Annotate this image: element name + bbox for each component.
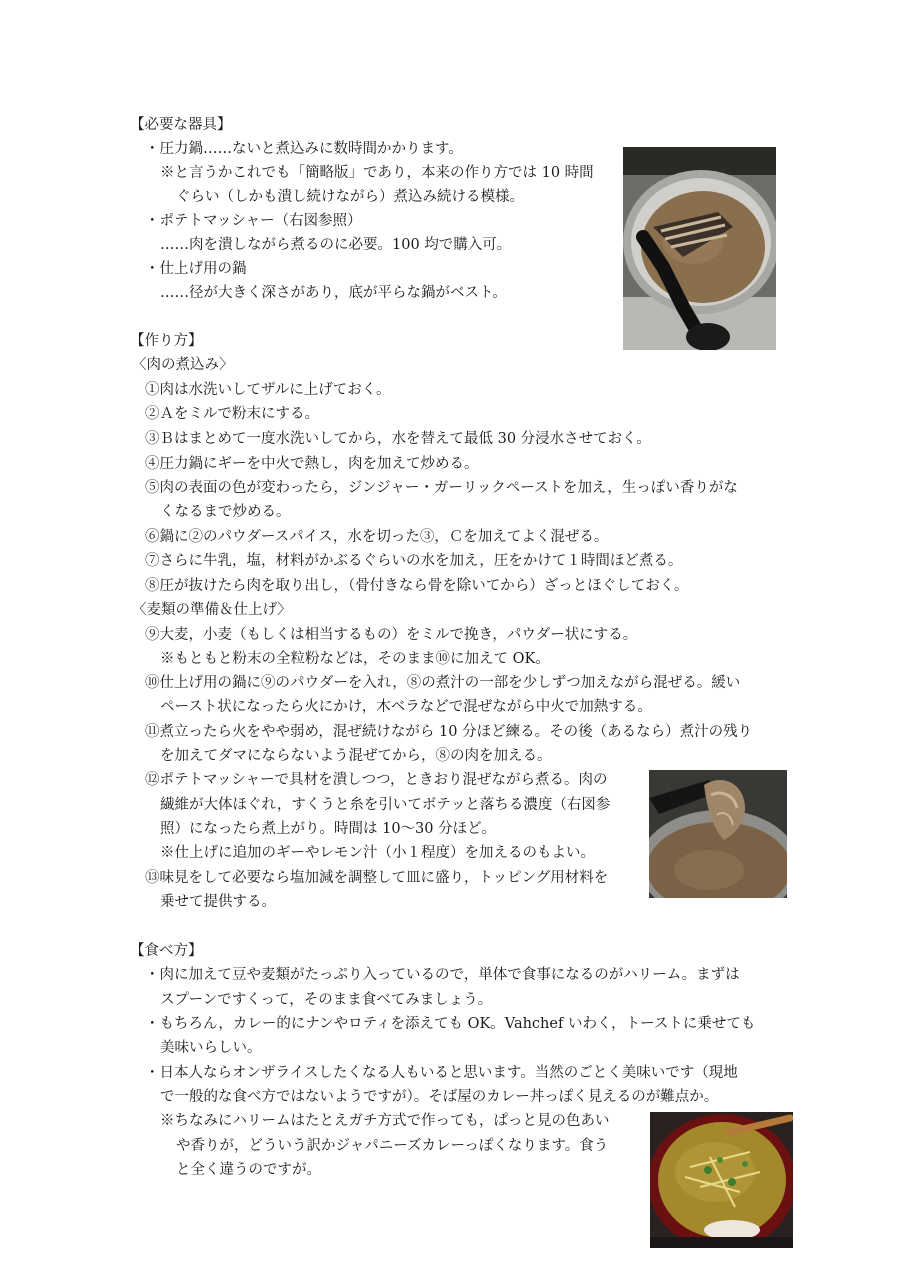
method-step: を加えてダマにならないよう混ぜてから，⑧の肉を加える。 <box>160 748 552 764</box>
method-step: ⑤肉の表面の色が変わったら，ジンジャー・ガーリックペーストを加え，生っぽい香りがな <box>145 480 738 496</box>
photo-pressure-cooker-masher <box>623 147 776 350</box>
equipment-line: ぐらい（しかも潰し続けながら）煮込み続ける模様。 <box>176 189 524 205</box>
equipment-line: ……径が大きく深さがあり，底が平らな鍋がベスト。 <box>160 285 507 301</box>
method-step: くなるまで炒める。 <box>160 504 291 520</box>
method-step: ⑬味見をして必要なら塩加減を調整して皿に盛り，トッピング用材料を <box>145 870 609 886</box>
method-step: ④圧力鍋にギーを中火で熱し，肉を加えて炒める。 <box>145 456 479 472</box>
method-step: ペースト状になったら火にかけ，木ベラなどで混ぜながら中火で加熱する。 <box>160 699 652 715</box>
eating-line: や香りが，どういう訳かジャパニーズカレーっぽくなります。食う <box>176 1138 609 1154</box>
eating-line: スプーンですくって，そのまま食べてみましょう。 <box>160 992 493 1008</box>
method-step: 繊維が大体ほぐれ，すくうと糸を引いてボテッと落ちる濃度（右図参 <box>160 797 611 813</box>
equipment-line: ※と言うかこれでも「簡略版」であり，本来の作り方では 10 時間 <box>160 165 594 181</box>
eating-line: ・日本人ならオンザライスしたくなる人もいると思います。当然のごとく美味いです（現地 <box>145 1065 738 1081</box>
method-step: ⑧圧が抜けたら肉を取り出し，（骨付きなら骨を除いてから）ざっとほぐしておく。 <box>145 578 689 594</box>
photo-haleem-texture <box>649 770 787 898</box>
method-step: 照）になったら煮上がり。時間は 10〜30 分ほど。 <box>160 821 497 837</box>
method-step: ⑫ポテトマッシャーで具材を潰しつつ，ときおり混ぜながら煮る。肉の <box>145 772 608 788</box>
eating-line: ・肉に加えて豆や麦類がたっぷり入っているので，単体で食事になるのがハリーム。まずは <box>145 967 740 983</box>
method-step: ⑥鍋に②のパウダースパイス，水を切った③，Ｃを加えてよく混ぜる。 <box>145 529 609 545</box>
equipment-line: ・ポテトマッシャー（右図参照） <box>145 213 362 229</box>
eating-line: ※ちなみにハリームはたとえガチ方式で作っても，ぱっと見の色あい <box>160 1113 610 1129</box>
section-heading-method: 【作り方】 <box>130 333 203 349</box>
method-step: ③Ｂはまとめて一度水洗いしてから，水を替えて最低 30 分浸水させておく。 <box>145 431 651 447</box>
eating-line: ・もちろん，カレー的にナンやロティを添えても OK。Vahchef いわく，トーストに乗せても <box>145 1016 756 1032</box>
section-heading-equipment: 【必要な器具】 <box>130 117 232 133</box>
method-step: ※仕上げに追加のギーやレモン汁（小１程度）を加えるのもよい。 <box>160 845 595 861</box>
photo-haleem-on-rice <box>650 1112 793 1248</box>
subsection-heading: 〈肉の煮込み〉 <box>132 357 234 373</box>
method-step: ①肉は水洗いしてザルに上げておく。 <box>145 382 391 398</box>
subsection-heading: 〈麦類の準備＆仕上げ〉 <box>132 602 292 618</box>
method-step: 乗せて提供する。 <box>160 894 276 910</box>
method-step: ⑪煮立ったら火をやや弱め，混ぜ続けながら 10 分ほど練る。その後（あるなら）煮汁の残り <box>145 724 753 740</box>
equipment-line: ……肉を潰しながら煮るのに必要。100 均で購入可。 <box>160 237 512 253</box>
method-step: ⑦さらに牛乳，塩，材料がかぶるぐらいの水を加え，圧をかけて１時間ほど煮る。 <box>145 553 683 569</box>
equipment-line: ・仕上げ用の鍋 <box>145 261 247 277</box>
method-step: ⑨大麦，小麦（もしくは相当するもの）をミルで挽き，パウダー状にする。 <box>145 627 638 643</box>
method-step: ⑩仕上げ用の鍋に⑨のパウダーを入れ，⑧の煮汁の一部を少しずつ加えながら混ぜる。緩い <box>145 675 741 691</box>
eating-line: 美味いらしい。 <box>160 1040 262 1056</box>
section-heading-eating: 【食べ方】 <box>130 943 203 959</box>
method-step: ※もともと粉末の全粒粉などは，そのまま⑩に加えて OK。 <box>160 651 550 667</box>
eating-line: と全く違うのですが。 <box>176 1162 321 1178</box>
method-step: ②Ａをミルで粉末にする。 <box>145 406 319 422</box>
eating-line: で一般的な食べ方ではないようですが）。そば屋のカレー丼っぽく見えるのが難点か。 <box>160 1089 719 1105</box>
equipment-line: ・圧力鍋……ないと煮込みに数時間かかります。 <box>145 141 463 157</box>
